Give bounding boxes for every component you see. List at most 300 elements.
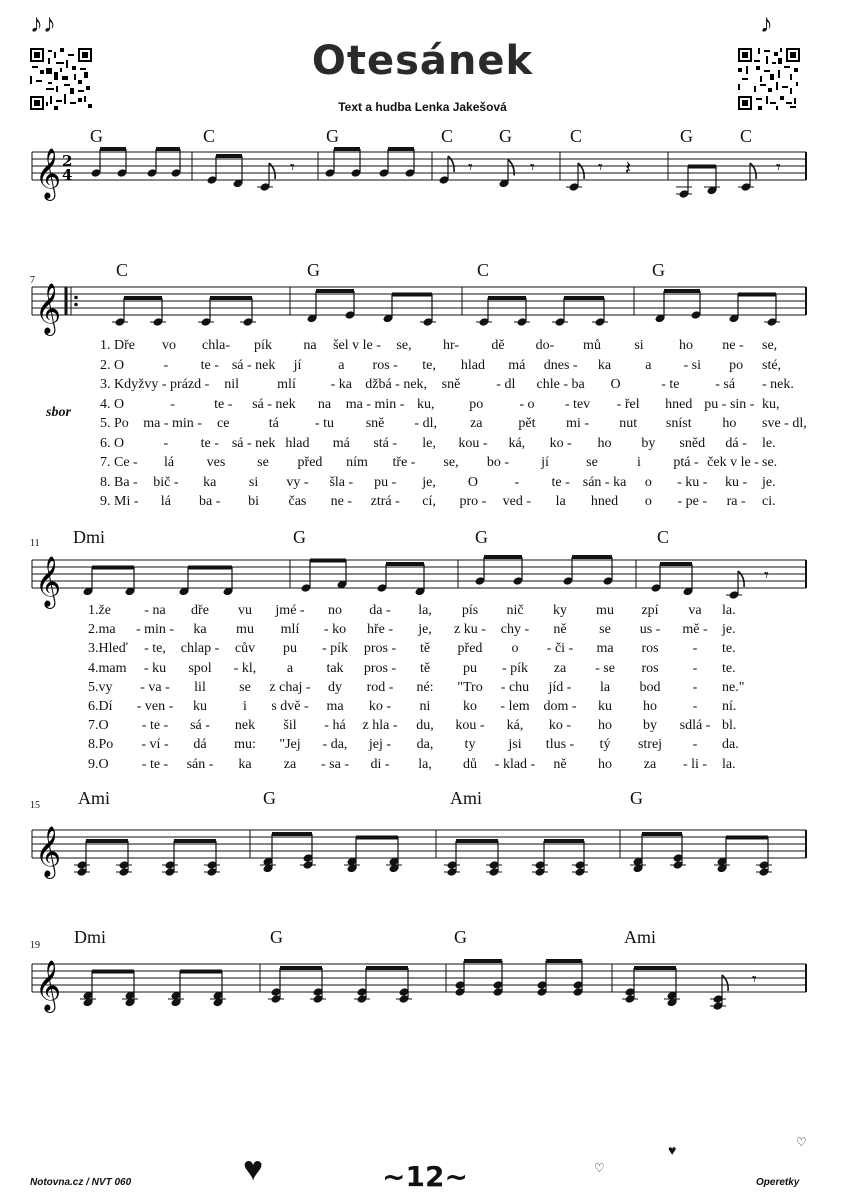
lyric-syllable: pro - <box>459 494 487 509</box>
lyric-syllable: do- <box>535 338 555 353</box>
lyric-syllable: la. <box>722 603 736 618</box>
chord-symbol: G <box>90 126 103 146</box>
lyric-syllable: spol <box>188 660 212 676</box>
lyric-syllable: 8. Ba - <box>100 474 138 490</box>
lyric-syllable: ty <box>464 737 476 753</box>
lyric-syllable: 1. Dře <box>100 338 135 353</box>
lyric-syllable: lá <box>163 455 175 470</box>
chord-symbol: C <box>657 527 670 547</box>
lyric-syllable: před <box>297 455 323 470</box>
chord-symbol: G <box>454 927 467 947</box>
footer-category: Operetky <box>756 1177 800 1188</box>
lyric-syllable: mů <box>583 338 601 353</box>
lyric-syllable: se, <box>396 338 412 353</box>
flag <box>738 571 744 587</box>
page-number: ~12~ <box>382 1160 468 1193</box>
lyric-syllable: 9. Mi - <box>100 494 139 509</box>
chord-symbol: G <box>680 126 693 146</box>
lyric-syllable: strej <box>637 737 663 753</box>
lyric-syllable: - te - <box>141 718 169 734</box>
lyric-syllable: - sa - <box>321 756 349 772</box>
lyric-syllable: dá <box>193 737 207 753</box>
lyric-syllable: a <box>645 357 652 373</box>
lyric-syllable: si <box>248 474 259 490</box>
lyric-syllable: mu <box>596 603 614 618</box>
lyric-syllable: je, <box>422 474 436 490</box>
flag <box>269 163 275 179</box>
lyric-syllable: za <box>553 660 567 676</box>
lyric-syllable: tý <box>599 737 611 753</box>
lyric-syllable: ka <box>203 474 217 490</box>
lyric-syllable: ma <box>596 641 614 657</box>
lyric-syllable: sá - nek <box>231 357 276 373</box>
lyric-syllable: dnes - <box>543 357 578 373</box>
lyric-syllable: za <box>283 756 297 772</box>
measure-number: 11 <box>30 538 40 549</box>
lyric-syllable: a <box>338 357 345 373</box>
lyric-syllable: ho <box>679 338 693 353</box>
eighth-note-icon: ♪ <box>760 8 773 38</box>
lyric-syllable: - <box>692 737 698 753</box>
lyric-syllable: - pík <box>321 641 349 657</box>
lyric-syllable: jí <box>541 455 549 470</box>
lyric-syllable: o <box>644 474 652 490</box>
lyric-syllable: lá <box>160 494 171 509</box>
lyric-syllable: dře <box>191 603 209 618</box>
lyric-syllable: by <box>641 435 656 451</box>
lyric-syllable: - <box>163 357 169 373</box>
lyric-syllable: ku <box>193 699 207 714</box>
lyric-syllable: da. <box>722 737 739 753</box>
eighth-rest-icon: 𝄾 <box>530 157 535 178</box>
time-signature: 4 <box>62 166 73 184</box>
chord-symbol: C <box>203 126 216 146</box>
measure-number: 19 <box>30 940 40 951</box>
lyric-syllable: te - <box>214 396 233 412</box>
lyric-syllable: - <box>692 679 698 695</box>
lyric-syllable: mlí <box>280 622 300 638</box>
lyric-syllable: nil <box>224 377 240 392</box>
lyric-syllable: je, <box>418 622 432 638</box>
lyric-syllable: pu <box>283 641 297 657</box>
lyric-syllable: s dvě - <box>271 699 309 714</box>
lyric-syllable: pís <box>461 603 479 618</box>
lyric-syllable: - li - <box>682 756 708 772</box>
lyric-syllable: ku - <box>725 474 748 490</box>
lyric-syllable: - ku <box>143 660 167 676</box>
lyric-syllable: sněd <box>679 435 706 451</box>
lyric-syllable: ho <box>643 699 657 714</box>
lyric-syllable: ho <box>722 416 737 431</box>
eighth-rest-icon: 𝄾 <box>468 157 473 178</box>
chord-symbol: G <box>263 788 276 808</box>
lyric-syllable: z ku - <box>454 622 486 638</box>
lyric-syllable: - klad - <box>494 756 536 772</box>
flag <box>448 156 454 172</box>
lyric-syllable: vo <box>162 338 176 353</box>
lyric-syllable: dá - <box>725 435 747 451</box>
lyric-syllable: za <box>470 416 483 431</box>
chord-symbol: G <box>499 126 512 146</box>
eighth-rest-icon: 𝄾 <box>764 565 769 586</box>
lyric-syllable: nut <box>619 416 638 431</box>
lyric-syllable: o <box>644 494 652 509</box>
lyric-syllable: stá - <box>373 435 398 451</box>
repeat-dot <box>74 303 78 307</box>
chord-symbol: G <box>293 527 306 547</box>
lyric-syllable: hlad <box>285 435 310 451</box>
lyric-syllable: pu - sin - <box>704 396 755 412</box>
lyric-syllable: us - <box>639 622 661 638</box>
footer-publisher: Notovna.cz / NVT 060 <box>30 1177 132 1188</box>
lyric-syllable: chy - <box>500 622 530 638</box>
lyric-syllable: - <box>692 699 698 714</box>
lyric-syllable: tě <box>419 660 431 676</box>
lyric-syllable: ček v le - <box>707 455 759 470</box>
lyric-syllable: ním <box>346 455 368 470</box>
lyric-syllable: no <box>328 603 342 618</box>
lyric-syllable: te, <box>422 357 436 373</box>
lyric-syllable: ka <box>238 756 252 772</box>
lyric-syllable: cův <box>234 641 256 657</box>
lyric-syllable: sá - <box>190 718 210 734</box>
lyric-syllable: - tu <box>314 416 334 431</box>
lyric-syllable: na <box>303 338 317 353</box>
chord-symbol: Ami <box>450 788 483 808</box>
lyric-syllable: te - <box>200 435 219 451</box>
lyric-syllable: jíd - <box>548 679 572 695</box>
lyric-syllable: ku, <box>416 396 435 412</box>
lyric-syllable: se <box>239 679 251 695</box>
lyric-syllable: - tev <box>564 396 591 412</box>
lyric-syllable: jej - <box>368 737 392 753</box>
lyric-syllable: 7. Ce - <box>100 455 138 470</box>
chord-symbol: Dmi <box>74 927 107 947</box>
lyric-syllable: bo - <box>486 455 510 470</box>
lyric-syllable: jmé - <box>275 603 305 618</box>
lyric-syllable: ci. <box>762 494 776 509</box>
lyric-syllable: jsi <box>508 737 522 753</box>
lyric-syllable: la, <box>418 603 432 618</box>
lyric-syllable: by <box>643 718 657 734</box>
lyric-syllable: dom - <box>543 699 577 714</box>
lyric-syllable: vu <box>238 603 252 618</box>
lyric-syllable: O <box>610 377 621 392</box>
lyric-syllable: a <box>286 660 294 676</box>
lyric-syllable: - ko <box>323 622 347 638</box>
treble-clef-icon: 𝄞 <box>35 556 62 607</box>
lyric-syllable: sán - ka <box>582 474 627 490</box>
lyric-syllable: se. <box>762 455 778 470</box>
lyric-syllable: te. <box>722 660 736 676</box>
lyric-syllable: bl. <box>722 718 737 734</box>
lyric-syllable: 7.O <box>88 718 109 734</box>
lyric-syllable: - pík <box>501 660 529 676</box>
lyric-syllable: hned <box>590 494 619 509</box>
lyric-syllable: ko <box>463 699 477 714</box>
lyric-syllable: hře - <box>366 622 394 638</box>
song-title: Otesánek <box>311 38 534 84</box>
lyric-syllable: va <box>688 603 702 618</box>
lyric-syllable: - pe - <box>677 494 708 509</box>
lyric-syllable: ma - min - <box>345 396 405 412</box>
lyric-syllable: se <box>257 455 269 470</box>
lyric-syllable: pu - <box>374 474 397 490</box>
lyric-syllable: - te, <box>144 641 166 657</box>
chord-symbol: G <box>307 260 320 280</box>
lyric-syllable: pík <box>254 338 272 353</box>
lyric-syllable: 6.Dí <box>88 699 113 714</box>
lyric-syllable: se, <box>762 338 778 353</box>
lyric-syllable: mlí <box>277 377 296 392</box>
flag <box>578 163 584 179</box>
lyric-syllable: - se <box>595 660 615 676</box>
heart-icon: ♥ <box>243 1150 264 1188</box>
lyric-syllable: - chu <box>500 679 530 695</box>
lyric-syllable: tak <box>326 660 344 676</box>
lyric-syllable: - ví - <box>141 737 169 753</box>
measure-number: 7 <box>30 275 35 286</box>
lyric-syllable: - <box>170 396 175 412</box>
lyric-syllable: ne - <box>330 494 353 509</box>
lyric-syllable: - si <box>683 357 702 373</box>
lyric-syllable: i <box>637 455 641 470</box>
lyric-syllable: pět <box>518 416 536 431</box>
choir-label: sbor <box>46 405 71 420</box>
lyric-syllable: ko - <box>548 718 572 734</box>
lyric-syllable: di - <box>370 756 390 772</box>
eighth-rest-icon: 𝄾 <box>290 157 295 178</box>
lyric-syllable: mi - <box>566 416 590 431</box>
lyric-syllable: vy - <box>286 474 309 490</box>
chord-symbol: Ami <box>624 927 657 947</box>
lyric-syllable: před <box>457 641 483 657</box>
lyric-syllable: nič <box>506 603 524 618</box>
lyric-syllable: - dl <box>496 377 516 392</box>
lyric-syllable: hned <box>665 396 693 412</box>
lyric-syllable: ros <box>641 660 659 676</box>
lyric-syllable: le, <box>422 435 436 451</box>
lyric-syllable: ni <box>419 699 431 714</box>
song-credits: Text a hudba Lenka Jakešová <box>338 100 507 114</box>
lyric-syllable: - lem <box>500 699 530 714</box>
lyric-syllable: hr- <box>442 338 460 353</box>
eighth-rest-icon: 𝄾 <box>752 969 757 990</box>
lyric-syllable: ztrá - <box>370 494 400 509</box>
lyric-syllable: o <box>511 641 519 657</box>
lyric-syllable: se <box>599 622 611 638</box>
lyric-syllable: - či - <box>546 641 574 657</box>
lyric-syllable: ní. <box>722 699 737 714</box>
lyric-syllable: - dl, <box>414 416 437 431</box>
lyric-syllable: rod - <box>366 679 394 695</box>
lyric-syllable: ko - <box>549 435 572 451</box>
lyric-syllable: čas <box>288 494 307 509</box>
lyric-syllable: pros - <box>363 641 397 657</box>
lyric-syllable: - sá <box>715 377 736 392</box>
lyric-syllable: šil <box>283 718 297 734</box>
lyric-syllable: kou - <box>458 435 488 451</box>
lyric-syllable: ka <box>597 357 612 373</box>
lyric-syllable: te. <box>722 641 736 657</box>
lyric-syllable: 4. O <box>100 396 125 412</box>
lyric-syllable: dů <box>463 756 477 772</box>
lyric-syllable: - nek. <box>762 377 794 392</box>
lyric-syllable: 2.ma <box>88 622 116 638</box>
lyric-syllable: - <box>514 474 520 490</box>
lyric-syllable: ba - <box>199 494 221 509</box>
lyric-syllable: tá <box>268 416 279 431</box>
chord-symbol: C <box>570 126 583 146</box>
lyric-syllable: tě <box>419 641 431 657</box>
lyric-syllable: - ka <box>330 377 353 392</box>
lyric-syllable: - řel <box>616 396 640 412</box>
quarter-rest-icon: 𝄽 <box>625 156 632 180</box>
lyric-syllable: má <box>508 357 526 373</box>
lyric-syllable: te - <box>200 357 219 373</box>
lyric-syllable: da, <box>416 737 434 753</box>
lyric-syllable: - ven - <box>136 699 174 714</box>
lyric-syllable: si <box>634 338 644 353</box>
lyric-syllable: "Jej <box>279 737 301 753</box>
lyric-syllable: ma <box>326 699 344 714</box>
lyric-syllable: je. <box>722 622 736 638</box>
lyric-syllable: sně <box>441 377 461 392</box>
lyric-syllable: da - <box>369 603 391 618</box>
chord-symbol: Dmi <box>73 527 106 547</box>
chord-symbol: G <box>475 527 488 547</box>
lyric-syllable: - o <box>519 396 535 412</box>
lyric-syllable: dy <box>328 679 342 695</box>
lyric-syllable: po <box>729 357 744 373</box>
lyric-syllable: bod <box>639 679 661 695</box>
lyric-syllable: lil <box>194 679 206 695</box>
lyric-syllable: 4.mam <box>88 660 127 676</box>
time-signature: 2 <box>62 152 73 170</box>
chord-symbol: C <box>116 260 129 280</box>
lyric-syllable: pu <box>463 660 477 676</box>
lyric-syllable: i <box>243 699 247 714</box>
lyric-syllable: pros - <box>363 660 397 676</box>
lyric-syllable: la, <box>418 756 432 772</box>
lyric-syllable: na <box>317 396 332 412</box>
heart-small-icon: ♥ <box>668 1142 677 1158</box>
lyric-syllable: O <box>467 474 478 490</box>
lyric-syllable: chlap - <box>180 641 220 657</box>
lyric-syllable: chle - ba <box>536 377 585 392</box>
lyric-syllable: - te - <box>141 756 169 772</box>
lyric-syllable: šla - <box>329 474 354 490</box>
chord-symbol: G <box>270 927 283 947</box>
eighth-rest-icon: 𝄾 <box>598 157 603 178</box>
lyric-syllable: mu: <box>234 737 256 753</box>
lyric-syllable: tře - <box>392 455 416 470</box>
lyric-syllable: 5. Po <box>100 416 129 431</box>
flag <box>722 975 728 991</box>
lyric-syllable: - min - <box>135 622 175 638</box>
lyric-syllable: la <box>599 679 611 695</box>
lyric-syllable: 5.vy <box>88 679 113 695</box>
lyric-syllable: la. <box>722 756 736 772</box>
lyric-syllable: - há <box>324 718 346 734</box>
lyric-syllable: - te <box>661 377 680 392</box>
lyric-syllable: je. <box>762 474 776 490</box>
lyric-syllable: ká, <box>506 718 524 734</box>
lyric-syllable: 1.že <box>88 603 111 618</box>
lyric-syllable: ně <box>553 622 567 638</box>
lyric-syllable: tlus - <box>545 737 575 753</box>
lyric-syllable: mu <box>236 622 254 638</box>
lyric-syllable: ho <box>598 756 612 772</box>
heart-small-icon: ♡ <box>796 1135 807 1149</box>
lyric-syllable: šel v le - <box>333 338 381 353</box>
lyric-syllable: hlad <box>460 357 485 373</box>
lyric-syllable: ky <box>553 603 567 618</box>
lyric-syllable: ně <box>553 756 567 772</box>
lyric-syllable: ves <box>206 455 226 470</box>
lyric-syllable: jí <box>293 357 302 373</box>
chord-symbol: G <box>630 788 643 808</box>
lyric-syllable: se, <box>443 455 459 470</box>
lyric-syllable: dě <box>491 338 505 353</box>
lyric-syllable: chla- <box>202 338 230 353</box>
lyric-syllable: du, <box>416 718 434 734</box>
chord-symbol: Ami <box>78 788 111 808</box>
chord-symbol: C <box>740 126 753 146</box>
lyric-syllable: - da, <box>322 737 348 753</box>
lyric-syllable: sve - dl, <box>762 416 807 431</box>
lyric-syllable: ku <box>598 699 612 714</box>
lyric-syllable: né: <box>416 679 434 695</box>
lyric-syllable: se <box>586 455 598 470</box>
lyric-syllable: - na <box>144 603 166 618</box>
lyric-syllable: "Tro <box>457 679 483 695</box>
lyric-syllable: ko - <box>368 699 392 714</box>
lyric-syllable: sá - nek <box>252 396 296 412</box>
lyric-syllable: bič - <box>153 474 179 490</box>
lyric-syllable: - <box>692 641 698 657</box>
lyric-syllable: la <box>555 494 566 509</box>
treble-clef-icon: 𝄞 <box>35 283 62 334</box>
lyric-syllable: ka <box>193 622 207 638</box>
chord-symbol: C <box>441 126 454 146</box>
lyric-syllable: 6. O <box>100 435 125 451</box>
lyric-syllable: ra - <box>726 494 746 509</box>
lyric-syllable: z hla - <box>362 718 398 734</box>
lyric-syllable: ptá - <box>673 455 699 470</box>
lyric-syllable: džbá - nek, <box>365 377 428 392</box>
lyric-syllable: te - <box>551 474 570 490</box>
lyric-syllable: vy - prázd - <box>144 377 210 392</box>
lyric-syllable: bi <box>248 494 260 509</box>
lyric-syllable: sně <box>365 416 385 431</box>
lyric-syllable: - <box>692 660 698 676</box>
lyric-syllable: kou - <box>455 718 485 734</box>
lyric-syllable: 3.Hleď <box>88 641 128 657</box>
lyric-syllable: - ku - <box>677 474 708 490</box>
lyric-syllable: sán - <box>186 756 214 772</box>
lyric-syllable: 3. Když <box>100 377 145 392</box>
lyric-syllable: 9.O <box>88 756 109 772</box>
lyric-syllable: ros - <box>372 357 398 373</box>
double-eighth-note-icon: ♪♪ <box>30 8 56 38</box>
chord-symbol: G <box>326 126 339 146</box>
lyric-syllable: 2. O <box>100 357 125 373</box>
lyric-syllable: zpí <box>641 603 659 618</box>
lyric-syllable: sá - nek <box>231 435 276 451</box>
lyric-syllable: po <box>469 396 484 412</box>
heart-small-icon: ♡ <box>594 1161 605 1175</box>
